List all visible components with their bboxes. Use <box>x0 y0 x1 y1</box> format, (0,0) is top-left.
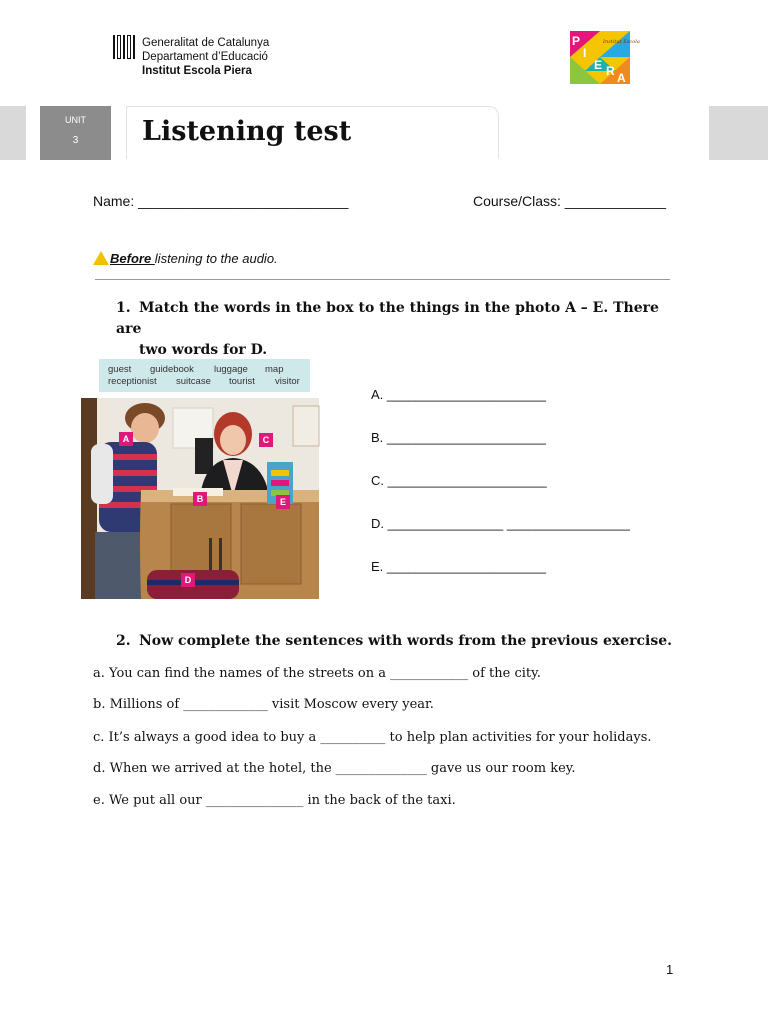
banner-left-bar <box>0 106 26 160</box>
banner-right-bar <box>709 106 768 160</box>
word-tourist: tourist <box>229 376 255 387</box>
photo-label-c: C <box>259 433 273 447</box>
question-1 <box>116 298 676 361</box>
warning-icon <box>93 251 109 265</box>
word-suitcase: suitcase <box>176 376 211 387</box>
q2-number: 2. <box>116 633 131 649</box>
photo-label-b: B <box>193 492 207 506</box>
sentence-a[interactable]: a. You can find the names of the streets on a ____________ of the city. <box>93 666 541 681</box>
before-listening-note <box>93 249 278 266</box>
logo-letter-i: I <box>583 46 587 60</box>
course-class-field[interactable]: Course/Class: _____________ <box>473 193 667 209</box>
logo-script: Institut Escola <box>603 39 640 45</box>
divider <box>95 279 670 280</box>
sentence-d[interactable]: d. When we arrived at the hotel, the ______________ gave us our room key. <box>93 761 576 776</box>
gen-line-2: Departament d’Educació <box>142 51 268 63</box>
word-guidebook: guidebook <box>150 364 194 375</box>
logo-letter-e: E <box>594 58 603 72</box>
unit-number: 3 <box>72 135 79 146</box>
photo-label-e: E <box>276 495 290 509</box>
q1-number: 1. <box>116 300 131 316</box>
generalitat-logo-icon <box>113 35 135 59</box>
answer-e[interactable]: E. ______________________ <box>371 559 546 574</box>
logo-letter-r: R <box>606 64 615 78</box>
answer-a[interactable]: A. ______________________ <box>371 387 546 402</box>
piera-logo-icon <box>570 31 640 85</box>
word-receptionist: receptionist <box>108 376 157 387</box>
logo-letter-a: A <box>617 71 626 85</box>
page-number: 1 <box>666 962 674 977</box>
page-title: Listening test <box>142 116 352 147</box>
word-visitor: visitor <box>275 376 300 387</box>
logo-letter-p: P <box>572 34 581 48</box>
sentence-e[interactable]: e. We put all our _______________ in the back of the taxi. <box>93 793 456 808</box>
before-rest: listening to the audio. <box>154 251 278 266</box>
word-map: map <box>265 364 284 375</box>
institution-header <box>142 36 269 78</box>
word-guest: guest <box>108 364 132 375</box>
answer-d[interactable]: D. ________________ _________________ <box>371 516 630 531</box>
word-luggage: luggage <box>214 364 248 375</box>
answer-b[interactable]: B. ______________________ <box>371 430 546 445</box>
sentence-b[interactable]: b. Millions of _____________ visit Moscow every year. <box>93 697 434 712</box>
gen-line-1: Generalitat de Catalunya <box>142 37 270 49</box>
gen-line-3: Institut Escola Piera <box>142 65 252 77</box>
unit-label: UNIT <box>65 115 86 125</box>
hotel-reception-photo <box>81 398 319 599</box>
before-bold: Before <box>110 251 155 266</box>
q1-text-line-1: Match the words in the box to the things in the photo A – E. There are <box>116 300 659 337</box>
sentence-c[interactable]: c. It’s always a good idea to buy a __________ to help plan activities for your holidays. <box>93 730 652 745</box>
word-box <box>99 359 310 392</box>
answer-c[interactable]: C. ______________________ <box>371 473 547 488</box>
q2-text: Now complete the sentences with words from the previous exercise. <box>139 633 673 649</box>
unit-badge <box>40 106 111 160</box>
photo-label-a: A <box>119 432 133 446</box>
name-field[interactable]: Name: ___________________________ <box>93 193 349 209</box>
photo-label-d: D <box>181 573 195 587</box>
question-2 <box>116 631 676 652</box>
q1-text-line-2: two words for D. <box>139 342 268 358</box>
